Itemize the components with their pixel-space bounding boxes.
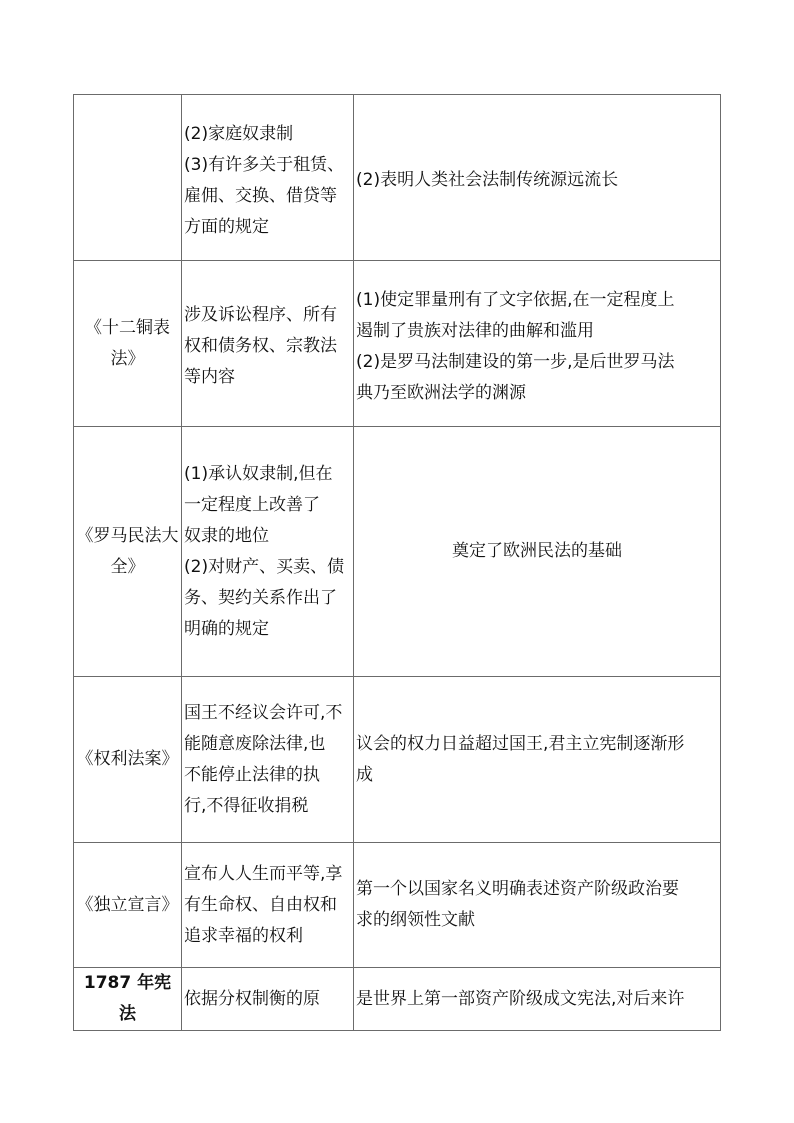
law-name-cell: 《罗马民法大全》 xyxy=(74,427,182,677)
law-content-cell xyxy=(182,968,354,1031)
significance-line: 奠定了欧洲民法的基础 xyxy=(452,541,622,561)
table-row xyxy=(74,427,721,677)
significance-line: 求的纲领性文献 xyxy=(356,910,475,930)
content-line: 追求幸福的权利 xyxy=(184,925,303,946)
law-significance-cell xyxy=(354,95,721,261)
content-line: (3)有许多关于租赁、 xyxy=(184,154,345,175)
significance-line: 是世界上第一部资产阶级成文宪法,对后来许 xyxy=(356,988,685,1009)
significance-line: (2)表明人类社会法制传统源远流长 xyxy=(356,170,619,190)
law-content-cell xyxy=(182,843,354,968)
law-comparison-table xyxy=(73,94,721,1031)
law-content-cell xyxy=(182,261,354,427)
content-line: (2)对财产、买卖、债 xyxy=(184,556,345,577)
table-row xyxy=(74,968,721,1031)
content-line: (1)承认奴隶制,但在 xyxy=(184,463,333,484)
law-significance-cell xyxy=(354,968,721,1031)
content-line: 权和债务权、宗教法 xyxy=(184,336,337,356)
law-name-cell: 1787 年宪法 xyxy=(74,968,182,1031)
content-line: 等内容 xyxy=(184,367,235,387)
law-name-cell: 《权利法案》 xyxy=(74,677,182,843)
content-line: 明确的规定 xyxy=(184,618,269,639)
law-significance-cell xyxy=(354,427,721,677)
content-line: 能随意废除法律,也 xyxy=(184,733,326,754)
content-line: 奴隶的地位 xyxy=(184,525,269,546)
table-row xyxy=(74,261,721,427)
law-significance-cell xyxy=(354,261,721,427)
law-content-cell xyxy=(182,677,354,843)
table-row xyxy=(74,843,721,968)
significance-line: 遏制了贵族对法律的曲解和滥用 xyxy=(356,320,594,341)
law-significance-cell xyxy=(354,843,721,968)
content-line: 不能停止法律的执 xyxy=(184,764,320,785)
content-line: 雇佣、交换、借贷等 xyxy=(184,185,337,206)
significance-line: (2)是罗马法制建设的第一步,是后世罗马法 xyxy=(356,351,675,372)
content-line: 宣布人人生而平等,享 xyxy=(184,863,343,884)
law-name-cell xyxy=(74,95,182,261)
content-line: 有生命权、自由权和 xyxy=(184,894,337,915)
content-line: 涉及诉讼程序、所有 xyxy=(184,305,337,325)
significance-line: 第一个以国家名义明确表述资产阶级政治要 xyxy=(356,879,679,899)
table-row xyxy=(74,95,721,261)
law-significance-cell xyxy=(354,677,721,843)
content-line: 依据分权制衡的原 xyxy=(184,988,320,1009)
law-content-cell xyxy=(182,95,354,261)
content-line: 行,不得征收捐税 xyxy=(184,795,309,816)
significance-line: (1)使定罪量刑有了文字依据,在一定程度上 xyxy=(356,289,675,310)
content-line: 国王不经议会许可,不 xyxy=(184,702,343,723)
law-content-cell xyxy=(182,427,354,677)
content-line: 方面的规定 xyxy=(184,216,269,237)
law-name-cell: 《独立宣言》 xyxy=(74,843,182,968)
law-name-cell: 《十二铜表法》 xyxy=(74,261,182,427)
content-line: (2)家庭奴隶制 xyxy=(184,123,294,144)
content-line: 务、契约关系作出了 xyxy=(184,587,337,608)
content-line: 一定程度上改善了 xyxy=(184,494,320,515)
significance-line: 议会的权力日益超过国王,君主立宪制逐渐形 xyxy=(356,733,685,754)
significance-line: 典乃至欧洲法学的渊源 xyxy=(356,382,526,403)
table-row xyxy=(74,677,721,843)
significance-line: 成 xyxy=(356,764,373,785)
